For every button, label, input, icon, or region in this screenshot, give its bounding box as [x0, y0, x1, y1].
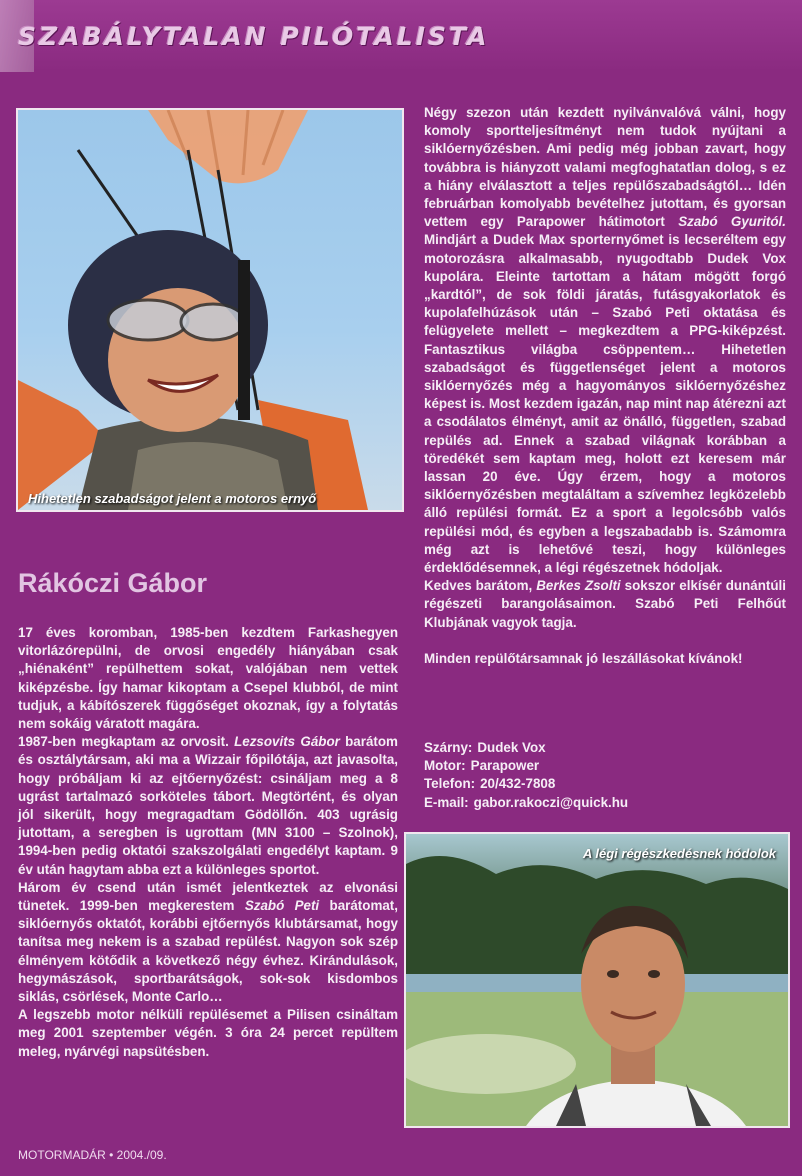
magazine-footer: MOTORMADÁR • 2004./09.	[18, 1148, 167, 1162]
paragraph: Kedves barátom, Berkes Zsolti sokszor elkísér dunántúli régészeti barangolásaimon. Szabó Peti Felhőút Klubjának vagyok tagja.	[424, 578, 786, 630]
article-left-column	[18, 624, 398, 1061]
spec-row: Szárny: Dudek Vox	[424, 740, 546, 755]
spacer	[424, 632, 786, 650]
photo-caption-right: A légi régészkedésnek hódolok	[582, 846, 776, 861]
paragraph: A legszebb motor nélküli repülésemet a Pilisen csináltam meg 2001 szeptember végén. 3 óra 24 percet repültem meleg, nyárvégi napsütésben.	[18, 1007, 398, 1059]
portrait-illustration	[406, 834, 788, 1126]
gear-specs	[424, 739, 786, 812]
photo-portrait	[404, 832, 790, 1128]
spec-row: E-mail: gabor.rakoczi@quick.hu	[424, 794, 629, 810]
paragraph: 1987-ben megkaptam az orvosit. Lezsovits Gábor barátom és osztálytársam, aki ma a Wizzair főpilótája, azt javasolta, hogy próbáljam ki az ejtőernyőzést: csináljam meg a 8 ugrást tartalmazó sorköteles tábort. Megtörtént, és olyan jól sikerült, hogy megragadtam Gödöllőn. 403 ugrásig jutottam, a seregben is ugrottam (MN 3100 – Szolnok), 1994-ben pedig oktatói szakszolgálati engedélyt kaptam. 9 év után hagytam abba ezt a különleges sportot.	[18, 734, 398, 877]
section-title: SZABÁLYTALAN PILÓTALISTA	[18, 22, 490, 51]
photo-caption-left: Hihetetlen szabadságot jelent a motoros ernyő	[28, 491, 317, 506]
pilot-flying-illustration	[18, 110, 402, 510]
spec-row: Motor: Parapower	[424, 758, 540, 774]
closing-line: Minden repülőtársamnak jó leszállásokat kívánok!	[424, 650, 743, 666]
article-right-column	[424, 104, 786, 668]
author-name: Rákóczi Gábor	[18, 568, 208, 598]
photo-pilot-flying	[16, 108, 404, 512]
paragraph: Három év csend után ismét jelentkeztek az elvonási tünetek. 1999-ben megkerestem Szabó Peti barátomat, siklóernyős oktatót, korábbi ejtőernyős klubtársamat, hogy tanítsa meg nekem is a szabad repülést. Nagyon sok szép élményem kötődik a következő négy évhez. Kirándulások, hegymászások, sportbarátságok, sok-sok kisdombos siklás, csörlések, Monte Carlo…	[18, 879, 398, 1005]
paragraph: 17 éves koromban, 1985-ben kezdtem Farkashegyen vitorlázórepülni, de orvosi engedély hiányában csak „hiénaként” repülhettem sokat, valójában nem vettek kiképzésbe. Így hamar kikoptam a Csepel klubból, de mint tudjuk, a kábítószerek függőséget okoznak, így a folytatás nem sokáig váratott magára.	[18, 625, 398, 732]
spec-row: Telefon: 20/432-7808	[424, 776, 556, 792]
paragraph: Négy szezon után kezdett nyilvánvalóvá válni, hogy komoly sportteljesítményt nem tudok nyújtani a siklóernyőzésben. Ami pedig még jobban zavart, hogy továbbra is hiányzott valami megfoghatatlan dolog, s ez a hiány elválasztott a teljes repülőszabadságtól… Idén februárban komolyabb bevételhez jutottam, és gyorsan vettem egy Parapower hátimotort Szabó Gyuritól. Mindjárt a Dudek Max sporternyőmet is lecseréltem egy motorozásra alkalmasabb, nyugodtabb Dudek Vox kupolára. Eleinte tartottam a hátam mögött forgó „kardtól”, de sok földi járatás, futásgyakorlatok és kupolafelhúzások után – Szabó Peti oktatása és felügyelete mellett – megkezdtem a PPG-kiképzést. Fantasztikus világba csöppentem… Hihetetlen szabadságot és függetlenséget jelent a motoros siklóernyőzés még a hagyományos siklóernyőzéshez képest is. Most kezdem igazán, nap mint nap átérezni azt a csodálatos élményt, amit az önálló, független, szabad repülés ad. Ennek a szabad világnak korábban a töredékét sem kaptam meg, holott ezt keresem már lassan 20 éve. Úgy érzem, hogy a motoros siklóernyőzésben megtaláltam a szívemhez legközelebb álló repülési formát. Ez a sport a legolcsóbb valós repülési mód, és egyben a legszabadabb is. Számomra még azt is lehetővé teszi, hogy különleges érdeklődésemnek, a légi régészetnek hódoljak.	[424, 105, 786, 576]
